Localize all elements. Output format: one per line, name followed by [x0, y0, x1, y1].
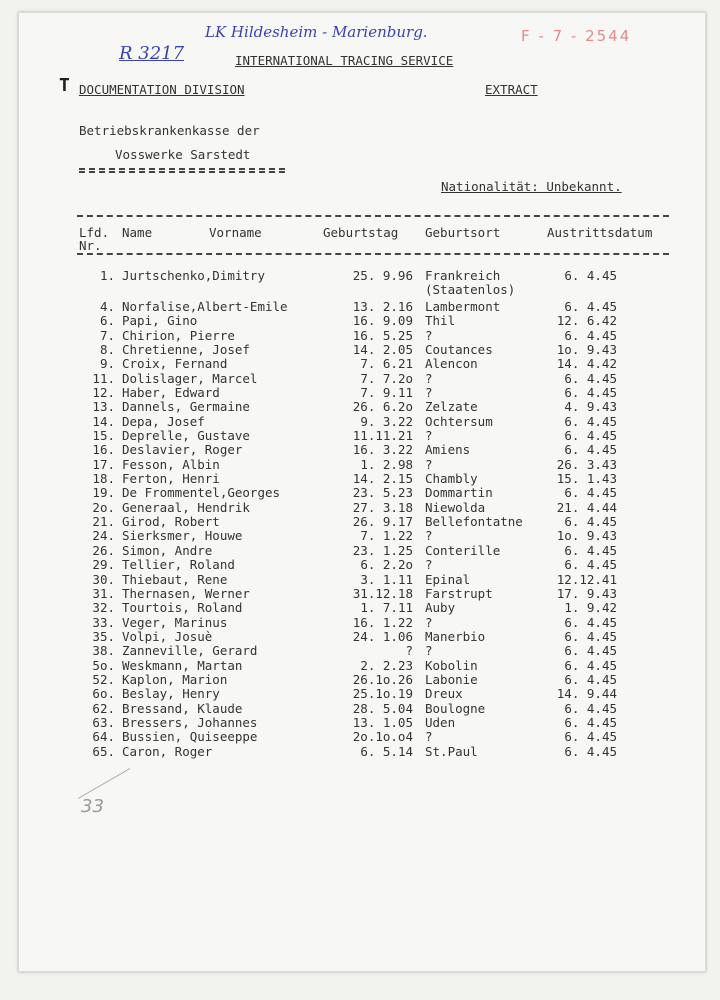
row-name: Dolislager, Marcel	[122, 370, 258, 386]
row-birthdate: 25. 9.96	[352, 268, 413, 283]
table-row	[19, 729, 705, 743]
row-number: 17.	[92, 456, 115, 472]
row-birthdate: 9. 3.22	[360, 413, 413, 429]
archive-stamp: F - 7 - 2544	[521, 27, 632, 45]
table-row	[19, 514, 705, 528]
table-row	[19, 371, 705, 385]
table-row	[19, 342, 705, 356]
row-birthdate: 6. 2.2o	[360, 557, 413, 573]
row-birthplace: Dreux	[425, 686, 463, 702]
row-birthdate: 3. 1.11	[360, 571, 413, 587]
table-row	[19, 385, 705, 399]
row-name: Depa, Josef	[122, 413, 205, 429]
row-birthdate: 23. 5.23	[352, 485, 413, 501]
row-name: Weskmann, Martan	[122, 657, 243, 673]
row-birthplace: Uden	[425, 715, 456, 730]
row-birthplace: Epinal	[425, 571, 471, 587]
row-exitdate: 15. 1.43	[556, 471, 617, 487]
row-number: 33.	[92, 614, 115, 630]
row-number: 64.	[92, 729, 115, 745]
row-exitdate: 6. 4.45	[564, 657, 617, 673]
header-firstname: Vorname	[209, 225, 262, 240]
header-name: Name	[122, 225, 153, 240]
row-exitdate: 21. 4.44	[556, 499, 617, 515]
row-name: Haber, Edward	[122, 384, 220, 400]
row-birthplace: Boulogne	[425, 700, 486, 716]
row-birthdate: 6. 5.14	[360, 743, 413, 759]
division-title: DOCUMENTATION DIVISION	[79, 82, 245, 97]
header-birthplace: Geburtsort	[425, 225, 501, 240]
row-birthdate: 31.12.18	[352, 585, 413, 601]
table-row	[19, 268, 705, 297]
row-birthdate: 1. 7.11	[360, 600, 413, 616]
row-exitdate: 6. 4.45	[564, 514, 617, 530]
header-nr-2: Nr.	[79, 238, 102, 253]
table-row	[19, 313, 705, 327]
row-birthplace: Kobolin	[425, 657, 478, 673]
row-birthplace-note: (Staatenlos)	[425, 282, 516, 297]
row-number: 2o.	[92, 499, 115, 515]
company-line-2: Vosswerke Sarstedt	[115, 147, 251, 162]
row-birthplace: Lambermont	[425, 298, 501, 314]
row-exitdate: 6. 4.45	[564, 700, 617, 716]
row-birthdate: 2. 2.23	[360, 657, 413, 673]
table-row	[19, 600, 705, 614]
row-number: 16.	[92, 442, 115, 458]
row-number: 26.	[92, 542, 115, 558]
organization-title: INTERNATIONAL TRACING SERVICE	[235, 53, 454, 68]
row-number: 5o.	[92, 657, 115, 673]
row-number: 65.	[92, 743, 115, 759]
row-name: Beslay, Henry	[122, 686, 220, 702]
row-birthplace: ?	[425, 729, 433, 745]
row-exitdate: 1. 9.42	[564, 600, 617, 616]
row-birthplace: Coutances	[425, 341, 493, 357]
row-name: Ferton, Henri	[122, 471, 220, 487]
row-birthdate: 26. 6.2o	[352, 399, 413, 415]
row-birthplace: Frankreich	[425, 268, 501, 283]
row-birthdate: 7. 7.2o	[360, 370, 413, 386]
row-birthplace: Chambly	[425, 471, 478, 487]
row-number: 9.	[99, 356, 115, 372]
table-row	[19, 428, 705, 442]
table-row	[19, 658, 705, 672]
table-row	[19, 586, 705, 600]
row-birthplace: Labonie	[425, 671, 478, 687]
row-birthplace: Auby	[425, 600, 456, 616]
handwritten-location: LK Hildesheim - Marienburg.	[205, 23, 428, 41]
row-birthdate: 7. 9.11	[360, 384, 413, 400]
row-name: Chretienne, Josef	[122, 341, 250, 357]
table-row	[19, 299, 705, 313]
row-name: Kaplon, Marion	[122, 671, 228, 687]
row-birthdate: 26.1o.26	[352, 671, 413, 687]
row-exitdate: 17. 9.43	[556, 585, 617, 601]
row-name: Tourtois, Roland	[122, 600, 243, 616]
row-birthplace: Zelzate	[425, 399, 478, 415]
row-name: Dannels, Germaine	[122, 399, 250, 415]
row-birthplace: Amiens	[425, 442, 471, 458]
row-birthplace: Niewolda	[425, 499, 486, 515]
row-exitdate: 6. 4.45	[564, 442, 617, 458]
row-exitdate: 26. 3.43	[556, 456, 617, 472]
row-exitdate: 6. 4.45	[564, 485, 617, 501]
row-birthdate: ?	[405, 643, 413, 659]
row-name: Deslavier, Roger	[122, 442, 243, 458]
row-number: 6.	[99, 313, 115, 329]
header-exitdate: Austrittsdatum	[547, 225, 653, 240]
nationality-label: Nationalität: Unbekannt.	[441, 179, 622, 194]
table-row	[19, 643, 705, 657]
header-birthdate: Geburtstag	[323, 225, 399, 240]
row-number: 8.	[99, 341, 115, 357]
table-row	[19, 457, 705, 471]
row-exitdate: 6. 4.45	[564, 729, 617, 745]
row-exitdate: 6. 4.45	[564, 327, 617, 343]
row-exitdate: 6. 4.45	[564, 268, 617, 283]
row-number: 52.	[92, 671, 115, 687]
document-page	[18, 12, 706, 972]
row-birthplace: ?	[425, 327, 433, 343]
row-exitdate: 12.12.41	[556, 571, 617, 587]
row-exitdate: 14. 4.42	[556, 356, 617, 372]
table-row	[19, 471, 705, 485]
row-birthdate: 7. 6.21	[360, 356, 413, 372]
row-birthdate: 11.11.21	[352, 428, 413, 443]
row-number: 1.	[99, 268, 115, 283]
row-number: 4.	[99, 298, 115, 314]
row-birthdate: 16. 9.09	[352, 313, 413, 329]
row-exitdate: 14. 9.44	[556, 686, 617, 702]
row-birthdate: 13. 1.05	[352, 715, 413, 730]
row-number: 35.	[92, 628, 115, 644]
row-name: Caron, Roger	[122, 743, 213, 759]
row-birthdate: 1. 2.98	[360, 456, 413, 472]
row-name: Norfalise,Albert-Emile	[122, 298, 288, 314]
row-number: 62.	[92, 700, 115, 716]
row-number: 38.	[92, 643, 115, 659]
row-name: Volpi, Josuè	[122, 628, 213, 644]
table-row	[19, 557, 705, 571]
row-name: Generaal, Hendrik	[122, 499, 250, 515]
row-birthdate: 16. 5.25	[352, 327, 413, 343]
row-exitdate: 6. 4.45	[564, 542, 617, 558]
row-exitdate: 6. 4.45	[564, 614, 617, 630]
row-name: Papi, Gino	[122, 313, 198, 329]
row-birthplace: ?	[425, 384, 433, 400]
row-name: Deprelle, Gustave	[122, 428, 250, 443]
row-birthplace: Ochtersum	[425, 413, 493, 429]
row-name: Bressand, Klaude	[122, 700, 243, 716]
row-number: 6o.	[92, 686, 115, 702]
table-row	[19, 485, 705, 499]
row-number: 15.	[92, 428, 115, 443]
row-exitdate: 6. 4.45	[564, 628, 617, 644]
row-birthplace: Dommartin	[425, 485, 493, 501]
row-name: Veger, Marinus	[122, 614, 228, 630]
row-birthdate: 7. 1.22	[360, 528, 413, 544]
row-birthdate: 26. 9.17	[352, 514, 413, 530]
page-mark: 33	[81, 796, 104, 817]
row-birthdate: 14. 2.05	[352, 341, 413, 357]
table-body	[19, 13, 705, 971]
row-name: Tellier, Roland	[122, 557, 235, 573]
row-exitdate: 1o. 9.43	[556, 341, 617, 357]
row-number: 21.	[92, 514, 115, 530]
row-exitdate: 6. 4.45	[564, 671, 617, 687]
row-name: De Frommentel,Georges	[122, 485, 281, 501]
handwritten-reference: R 3217	[119, 43, 185, 64]
table-row	[19, 543, 705, 557]
row-exitdate: 4. 9.43	[564, 399, 617, 415]
row-exitdate: 6. 4.45	[564, 557, 617, 573]
row-name: Chirion, Pierre	[122, 327, 235, 343]
table-row	[19, 442, 705, 456]
row-name: Croix, Fernand	[122, 356, 228, 372]
table-row	[19, 356, 705, 370]
row-exitdate: 6. 4.45	[564, 370, 617, 386]
table-row	[19, 399, 705, 413]
row-name: Thernasen, Werner	[122, 585, 250, 601]
row-birthdate: 13. 2.16	[352, 298, 413, 314]
table-row	[19, 500, 705, 514]
row-birthplace: Manerbio	[425, 628, 486, 644]
row-name: Fesson, Albin	[122, 456, 220, 472]
corner-mark: T	[59, 75, 70, 96]
row-name: Zanneville, Gerard	[122, 643, 258, 659]
row-number: 7.	[99, 327, 115, 343]
table-row	[19, 328, 705, 342]
row-birthdate: 23. 1.25	[352, 542, 413, 558]
row-number: 31.	[92, 585, 115, 601]
table-row	[19, 701, 705, 715]
row-birthdate: 2o.1o.o4	[352, 729, 413, 745]
row-exitdate: 6. 4.45	[564, 715, 617, 730]
row-exitdate: 6. 4.45	[564, 643, 617, 659]
table-row	[19, 686, 705, 700]
table-row	[19, 672, 705, 686]
row-birthplace: Alencon	[425, 356, 478, 372]
row-birthplace: ?	[425, 643, 433, 659]
row-name: Simon, Andre	[122, 542, 213, 558]
header-nr: Lfd.	[79, 225, 110, 240]
row-number: 29.	[92, 557, 115, 573]
row-birthdate: 16. 3.22	[352, 442, 413, 458]
row-number: 12.	[92, 384, 115, 400]
row-exitdate: 6. 4.45	[564, 428, 617, 443]
row-birthplace: Conterille	[425, 542, 501, 558]
row-birthplace: Farstrupt	[425, 585, 493, 601]
row-number: 24.	[92, 528, 115, 544]
row-birthplace: ?	[425, 370, 433, 386]
row-birthdate: 16. 1.22	[352, 614, 413, 630]
row-birthplace: St.Paul	[425, 743, 478, 759]
row-exitdate: 6. 4.45	[564, 413, 617, 429]
table-row	[19, 744, 705, 758]
row-birthdate: 27. 3.18	[352, 499, 413, 515]
row-birthdate: 24. 1.06	[352, 628, 413, 644]
table-row	[19, 528, 705, 542]
row-name: Bressers, Johannes	[122, 715, 258, 730]
row-name: Girod, Robert	[122, 514, 220, 530]
row-birthplace: ?	[425, 614, 433, 630]
table-row	[19, 615, 705, 629]
row-exitdate: 6. 4.45	[564, 743, 617, 759]
table-row	[19, 572, 705, 586]
row-exitdate: 12. 6.42	[556, 313, 617, 329]
row-birthdate: 25.1o.19	[352, 686, 413, 702]
row-number: 11.	[92, 370, 115, 386]
row-birthplace: ?	[425, 428, 433, 443]
row-birthdate: 28. 5.04	[352, 700, 413, 716]
row-name: Jurtschenko,Dimitry	[122, 268, 265, 283]
row-exitdate: 1o. 9.43	[556, 528, 617, 544]
row-birthplace: ?	[425, 528, 433, 544]
table-row	[19, 715, 705, 729]
row-birthdate: 14. 2.15	[352, 471, 413, 487]
row-number: 19.	[92, 485, 115, 501]
row-name: Thiebaut, Rene	[122, 571, 228, 587]
row-number: 32.	[92, 600, 115, 616]
row-birthplace: Bellefontatne	[425, 514, 523, 530]
table-row	[19, 414, 705, 428]
row-name: Sierksmer, Houwe	[122, 528, 243, 544]
row-name: Bussien, Quiseeppe	[122, 729, 258, 745]
row-exitdate: 6. 4.45	[564, 298, 617, 314]
row-birthplace: ?	[425, 557, 433, 573]
row-number: 13.	[92, 399, 115, 415]
doc-type: EXTRACT	[485, 82, 538, 97]
table-row	[19, 629, 705, 643]
row-birthplace: Thil	[425, 313, 456, 329]
row-number: 30.	[92, 571, 115, 587]
row-birthplace: ?	[425, 456, 433, 472]
row-number: 63.	[92, 715, 115, 730]
company-line-1: Betriebskrankenkasse der	[79, 123, 260, 138]
row-number: 18.	[92, 471, 115, 487]
row-number: 14.	[92, 413, 115, 429]
row-exitdate: 6. 4.45	[564, 384, 617, 400]
